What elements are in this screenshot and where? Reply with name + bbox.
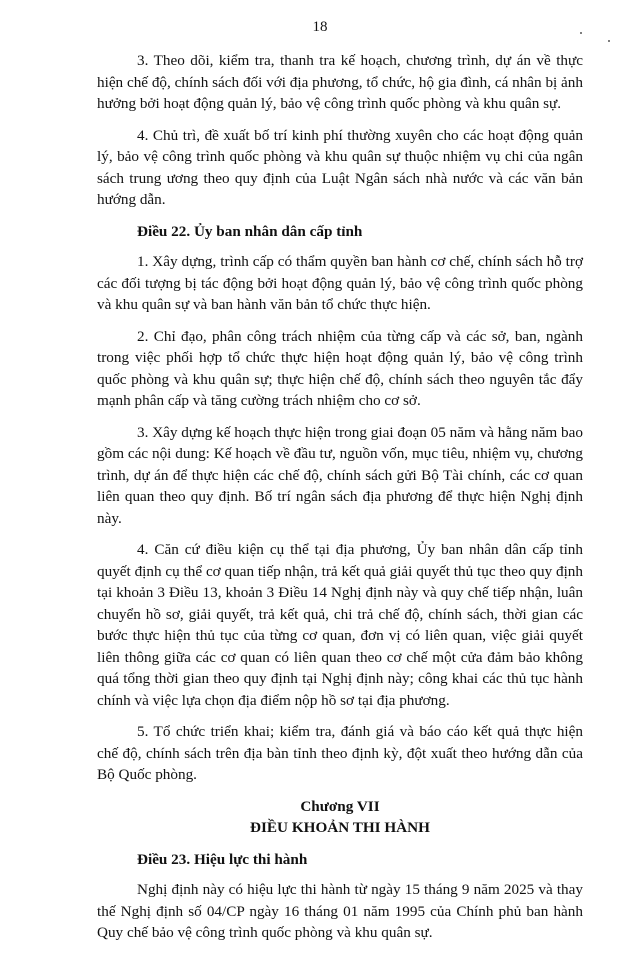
- document-body: [97, 50, 583, 954]
- scan-speck: [580, 32, 582, 34]
- paragraph-article-23: Nghị định này có hiệu lực thi hành từ ngày 15 tháng 9 năm 2025 và thay thế Nghị định số 04/CP ngày 16 tháng 01 năm 1995 của Chính phủ ban hành Quy chế bảo vệ công trình quốc phòng và khu quân sự.: [97, 881, 583, 941]
- paragraph-article-22-clause-2: 2. Chỉ đạo, phân công trách nhiệm của từng cấp và các sở, ban, ngành trong việc phối hợp tổ chức thực hiện hoạt động quản lý, bảo vệ công trình quốc phòng và khu quân sự; thực hiện chế độ, chính sách theo nguyên tắc đẩy mạnh phân cấp và tăng cường trách nhiệm cho cơ sở.: [97, 327, 583, 409]
- article-22-heading: Điều 22. Ủy ban nhân dân cấp tỉnh: [137, 222, 363, 240]
- chapter-name: ĐIỀU KHOẢN THI HÀNH: [250, 819, 430, 836]
- paragraph-clause-4: 4. Chủ trì, đề xuất bố trí kinh phí thường xuyên cho các hoạt động quản lý, bảo vệ công trình quốc phòng và khu quân sự thuộc nhiệm vụ chi của ngân sách trung ương theo quy định của Luật Ngân sách nhà nước và các văn bản hướng dẫn.: [97, 126, 583, 208]
- paragraph-article-22-clause-5: 5. Tổ chức triển khai; kiểm tra, đánh giá và báo cáo kết quả thực hiện chế độ, chính sách trên địa bàn tỉnh theo định kỳ, đột xuất theo hướng dẫn của Bộ Quốc phòng.: [97, 723, 583, 783]
- article-23-heading: Điều 23. Hiệu lực thi hành: [137, 850, 308, 868]
- paragraph-article-22-clause-3: 3. Xây dựng kế hoạch thực hiện trong giai đoạn 05 năm và hằng năm bao gồm các nội dung: Kế hoạch về đầu tư, nguồn vốn, mục tiêu, nhiệm vụ, chương trình, dự án để thực hiện các chế độ, chính sách gửi Bộ Tài chính, các cơ quan liên quan theo quy định. Bố trí ngân sách địa phương để thực hiện Nghị định này.: [97, 423, 583, 527]
- chapter-label: Chương VII: [300, 797, 380, 815]
- scan-speck: [608, 40, 610, 42]
- page-number: 18: [312, 19, 328, 35]
- paragraph-article-22-clause-1: 1. Xây dựng, trình cấp có thẩm quyền ban hành cơ chế, chính sách hỗ trợ các đối tượng bị tác động bởi hoạt động quản lý, bảo vệ công trình quốc phòng và khu quân sự và ban hành văn bản tổ chức thực hiện.: [97, 253, 583, 313]
- chapter-heading: [97, 796, 583, 839]
- paragraph-clause-3: 3. Theo dõi, kiểm tra, thanh tra kế hoạch, chương trình, dự án về thực hiện chế độ, chính sách đối với địa phương, tổ chức, hộ gia đình, cá nhân bị ảnh hưởng bởi hoạt động quản lý, bảo vệ công trình quốc phòng và khu quân sự.: [97, 52, 583, 112]
- paragraph-article-22-clause-4: 4. Căn cứ điều kiện cụ thể tại địa phương, Ủy ban nhân dân cấp tỉnh quyết định cụ thể cơ quan tiếp nhận, trả kết quả giải quyết thủ tục theo quy định tại khoản 3 Điều 13, khoản 3 Điều 14 Nghị định này và quy chế tiếp nhận, luân chuyển hồ sơ, giải quyết, trả kết quả, chi trả chế độ, chính sách, thời gian các bước thực hiện thủ tục của từng cơ quan, đơn vị có liên quan, việc giải quyết liên thông giữa các cơ quan có liên quan theo cơ chế một cửa đảm bảo không quá tổng thời gian theo quy định tại Nghị định này; công khai các thủ tục hành chính và việc lựa chọn địa điểm nộp hồ sơ tại địa phương.: [97, 541, 583, 709]
